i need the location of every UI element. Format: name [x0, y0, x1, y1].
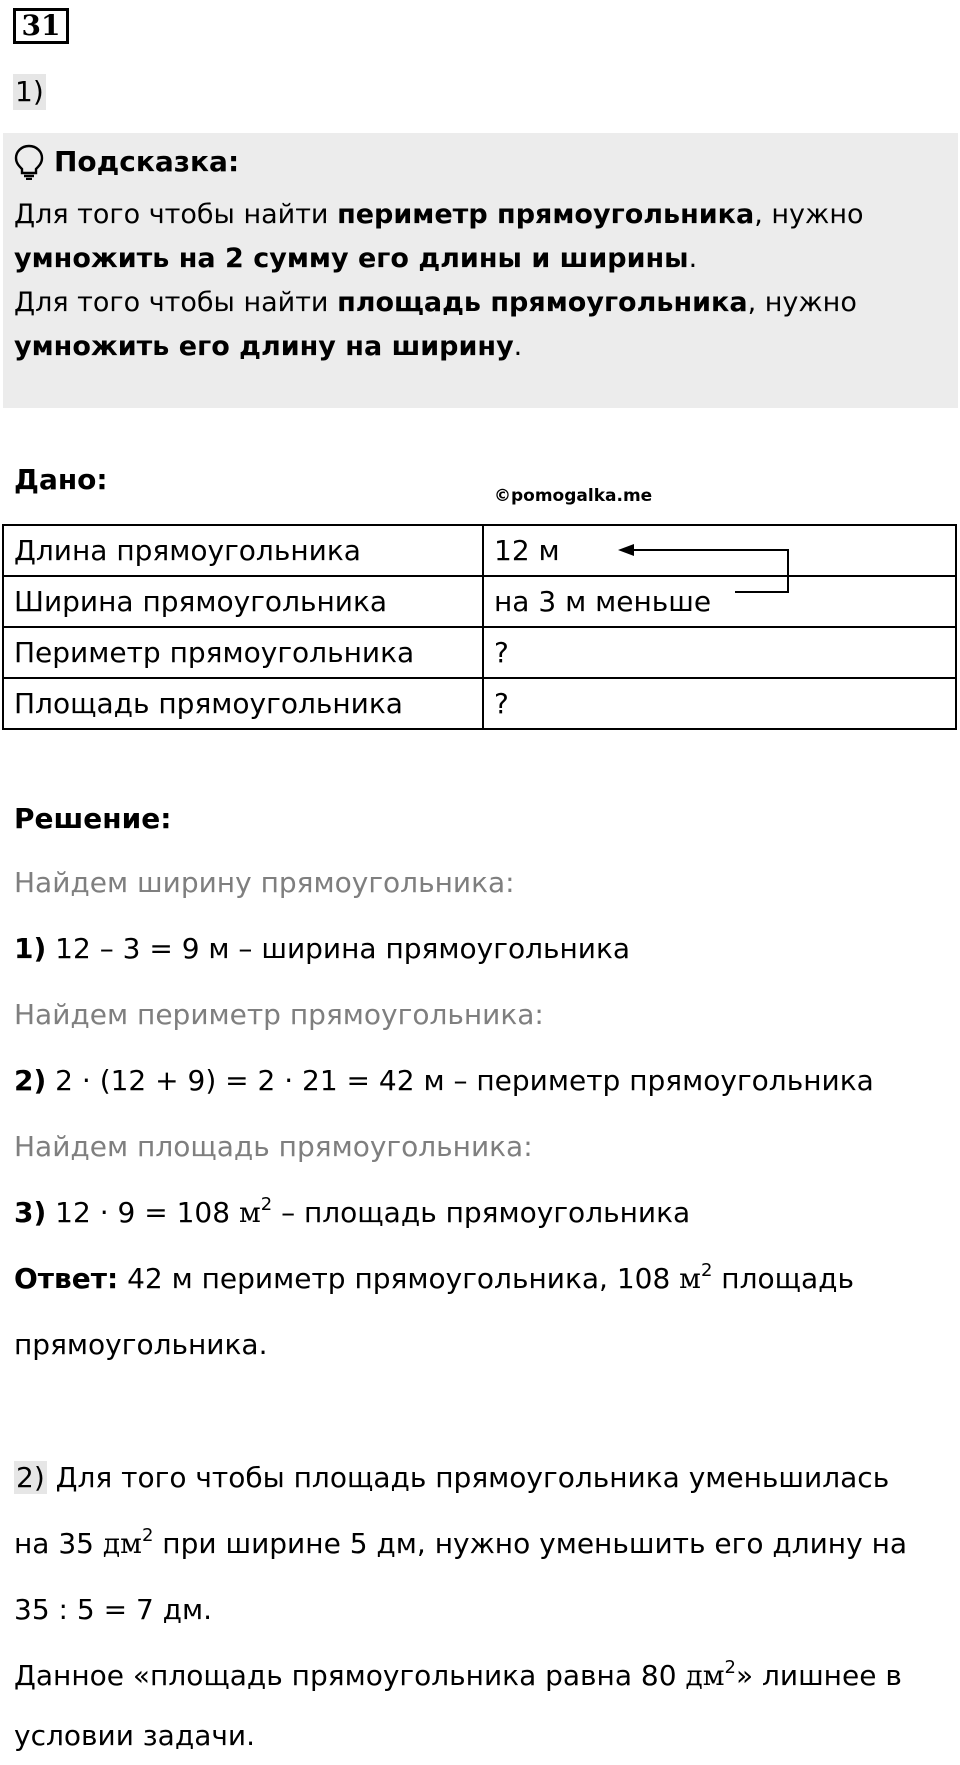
part-2-line-4: Данное «площадь прямоугольника равна 80 $дм^2$» лишнее в: [14, 1657, 902, 1692]
table-row: [3, 525, 956, 576]
hint-title: Подсказка:: [14, 144, 239, 180]
answer-line-2: прямоугольника.: [14, 1328, 268, 1361]
given-title: Дано:: [14, 463, 108, 496]
watermark: ©pomogalka.me: [494, 486, 653, 506]
comment-line: Найдем периметр прямоугольника:: [14, 998, 544, 1031]
part-2-line-3: 35 : 5 = 7 дм.: [14, 1593, 213, 1626]
step-2: 2) 2 · (12 + 9) = 2 · 21 = 42 м – периметр прямоугольника: [14, 1064, 874, 1097]
task-number: 31: [13, 8, 69, 44]
comment-line: Найдем площадь прямоугольника:: [14, 1130, 533, 1163]
given-label: Площадь прямоугольника: [3, 678, 483, 729]
given-value: на 3 м меньше: [483, 576, 956, 627]
step-3: 3) 12 · 9 = 108 $м^2$ – площадь прямоугольника: [14, 1194, 691, 1229]
given-label: Ширина прямоугольника: [3, 576, 483, 627]
given-label: Периметр прямоугольника: [3, 627, 483, 678]
part-2-line-5: условии задачи.: [14, 1719, 255, 1752]
part-2-line-2: на 35 $дм^2$ при ширине 5 дм, нужно уменьшить его длину на: [14, 1525, 908, 1560]
part-2-line-1: 2) Для того чтобы площадь прямоугольника уменьшилась: [16, 1461, 890, 1494]
answer-line: Ответ: 42 м периметр прямоугольника, 108 $м^2$ площадь: [14, 1260, 855, 1295]
hint-text: Для того чтобы найти периметр прямоугольника, нужно умножить на 2 сумму его длины и ширины. Для того чтобы найти площадь прямоугольника, нужно умножить его длину на ширину.: [14, 199, 864, 362]
comment-line: Найдем ширину прямоугольника:: [14, 866, 515, 899]
relation-arrow: [600, 535, 800, 605]
table-row: [3, 576, 956, 627]
given-value: ?: [483, 627, 956, 678]
part-2-label: 2): [16, 1461, 45, 1494]
step-1: 1) 12 – 3 = 9 м – ширина прямоугольника: [14, 932, 631, 965]
given-label: Длина прямоугольника: [3, 525, 483, 576]
lightbulb-icon: [14, 144, 44, 180]
given-value: ?: [483, 678, 956, 729]
table-row: [3, 678, 956, 729]
table-row: [3, 627, 956, 678]
part-1-label: 1): [15, 75, 44, 108]
given-table: [2, 524, 957, 730]
given-value: 12 м: [483, 525, 956, 576]
solution-title: Решение:: [14, 802, 172, 835]
